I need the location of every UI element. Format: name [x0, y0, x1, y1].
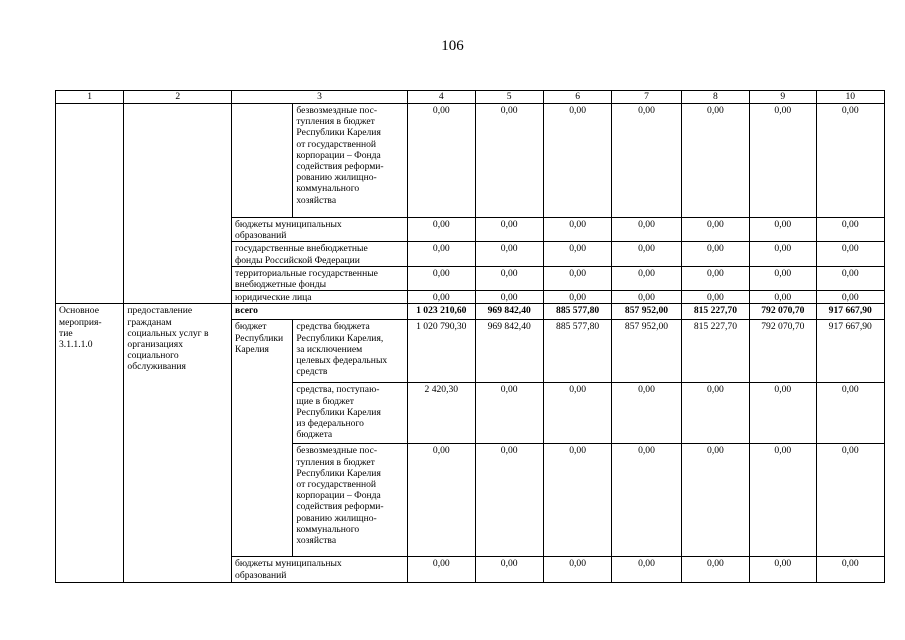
value-cell: 0,00: [408, 242, 475, 266]
value-cell: 0,00: [750, 266, 816, 290]
value-cell: 0,00: [408, 266, 475, 290]
value-cell: 0,00: [408, 557, 475, 583]
value-cell: 0,00: [816, 218, 884, 242]
row-label: средства, поступаю- щие в бюджет Республики Карелия из федерального бюджета: [293, 383, 408, 444]
value-cell: 0,00: [475, 218, 543, 242]
col-header: 4: [408, 91, 475, 104]
empty-cell: [124, 104, 232, 304]
value-cell: 792 070,70: [750, 320, 816, 383]
value-cell: 885 577,80: [543, 320, 611, 383]
value-cell: 0,00: [816, 104, 884, 218]
value-cell: 0,00: [612, 383, 681, 444]
col-header: 7: [612, 91, 681, 104]
col-header: 3: [232, 91, 408, 104]
value-cell: 0,00: [408, 291, 475, 304]
value-cell: 0,00: [475, 242, 543, 266]
value-cell: 0,00: [816, 383, 884, 444]
value-cell: 0,00: [612, 218, 681, 242]
value-cell: 917 667,90: [816, 320, 884, 383]
value-cell: 0,00: [543, 383, 611, 444]
value-cell: 0,00: [543, 266, 611, 290]
value-cell: 0,00: [816, 242, 884, 266]
value-cell: 857 952,00: [612, 304, 681, 320]
value-cell: 0,00: [750, 383, 816, 444]
table-row: [56, 304, 885, 320]
value-cell: 0,00: [612, 557, 681, 583]
value-cell: 969 842,40: [475, 320, 543, 383]
value-cell: 0,00: [681, 242, 749, 266]
value-cell: 0,00: [681, 557, 749, 583]
value-cell: 0,00: [543, 291, 611, 304]
value-cell: 0,00: [475, 557, 543, 583]
value-cell: 0,00: [750, 218, 816, 242]
value-cell: 0,00: [612, 291, 681, 304]
value-cell: 0,00: [408, 218, 475, 242]
measure-code: Основное мероприя- тие 3.1.1.1.0: [56, 304, 124, 583]
value-cell: 0,00: [475, 266, 543, 290]
value-cell: 0,00: [750, 444, 816, 557]
value-cell: 0,00: [543, 557, 611, 583]
value-cell: 0,00: [816, 291, 884, 304]
col-header: 1: [56, 91, 124, 104]
value-cell: 0,00: [816, 266, 884, 290]
value-cell: 885 577,80: [543, 304, 611, 320]
value-cell: 917 667,90: [816, 304, 884, 320]
value-cell: 0,00: [681, 218, 749, 242]
value-cell: 0,00: [750, 242, 816, 266]
measure-description: предоставление гражданам социальных услуг в организациях социального обслуживания: [124, 304, 232, 583]
col-header: 9: [750, 91, 816, 104]
value-cell: 0,00: [475, 444, 543, 557]
row-label: государственные внебюджетные фонды Российской Федерации: [232, 242, 408, 266]
value-cell: 2 420,30: [408, 383, 475, 444]
row-label: бюджеты муниципальных образований: [232, 218, 408, 242]
empty-cell: [56, 104, 124, 304]
row-label: безвозмездные пос- тупления в бюджет Республики Карелия от государственной корпорации – Фонда содействия реформи- рованию жилищно- коммунального хозяйства: [293, 444, 408, 557]
row-label-total: всего: [232, 304, 408, 320]
page-number: 106: [441, 38, 464, 54]
value-cell: 0,00: [681, 266, 749, 290]
row-label: безвозмездные пос- тупления в бюджет Республики Карелия от государственной корпорации – Фонда содействия реформи- рованию жилищно- коммунального хозяйства: [293, 104, 408, 218]
value-cell: 0,00: [543, 444, 611, 557]
value-cell: 0,00: [681, 291, 749, 304]
budget-table: [55, 90, 885, 583]
col-header: 6: [543, 91, 611, 104]
value-cell: 0,00: [750, 291, 816, 304]
value-cell: 1 020 790,30: [408, 320, 475, 383]
row-label: средства бюджета Республики Карелия, за исключением целевых федеральных средств: [293, 320, 408, 383]
budget-group-label: бюджет Республики Карелия: [232, 320, 293, 557]
value-cell: 0,00: [612, 242, 681, 266]
col-header: 8: [681, 91, 749, 104]
value-cell: 0,00: [681, 383, 749, 444]
row-label: бюджеты муниципальных образований: [232, 557, 408, 583]
empty-cell: [232, 104, 293, 218]
value-cell: 792 070,70: [750, 304, 816, 320]
table-row: [56, 104, 885, 218]
value-cell: 0,00: [816, 557, 884, 583]
value-cell: 0,00: [408, 444, 475, 557]
col-header: 10: [816, 91, 884, 104]
value-cell: 0,00: [681, 104, 749, 218]
value-cell: 815 227,70: [681, 320, 749, 383]
value-cell: 0,00: [543, 242, 611, 266]
value-cell: 1 023 210,60: [408, 304, 475, 320]
value-cell: 0,00: [750, 557, 816, 583]
row-label: юридические лица: [232, 291, 408, 304]
value-cell: 857 952,00: [612, 320, 681, 383]
value-cell: 0,00: [475, 291, 543, 304]
value-cell: 0,00: [681, 444, 749, 557]
value-cell: 0,00: [612, 444, 681, 557]
value-cell: 969 842,40: [475, 304, 543, 320]
value-cell: 0,00: [750, 104, 816, 218]
value-cell: 0,00: [612, 104, 681, 218]
value-cell: 0,00: [543, 104, 611, 218]
value-cell: 0,00: [612, 266, 681, 290]
row-label: территориальные государственные внебюджетные фонды: [232, 266, 408, 290]
value-cell: 0,00: [475, 104, 543, 218]
value-cell: 0,00: [543, 218, 611, 242]
value-cell: 815 227,70: [681, 304, 749, 320]
col-header: 5: [475, 91, 543, 104]
col-header: 2: [124, 91, 232, 104]
value-cell: 0,00: [475, 383, 543, 444]
value-cell: 0,00: [408, 104, 475, 218]
header-row: [56, 91, 885, 104]
value-cell: 0,00: [816, 444, 884, 557]
